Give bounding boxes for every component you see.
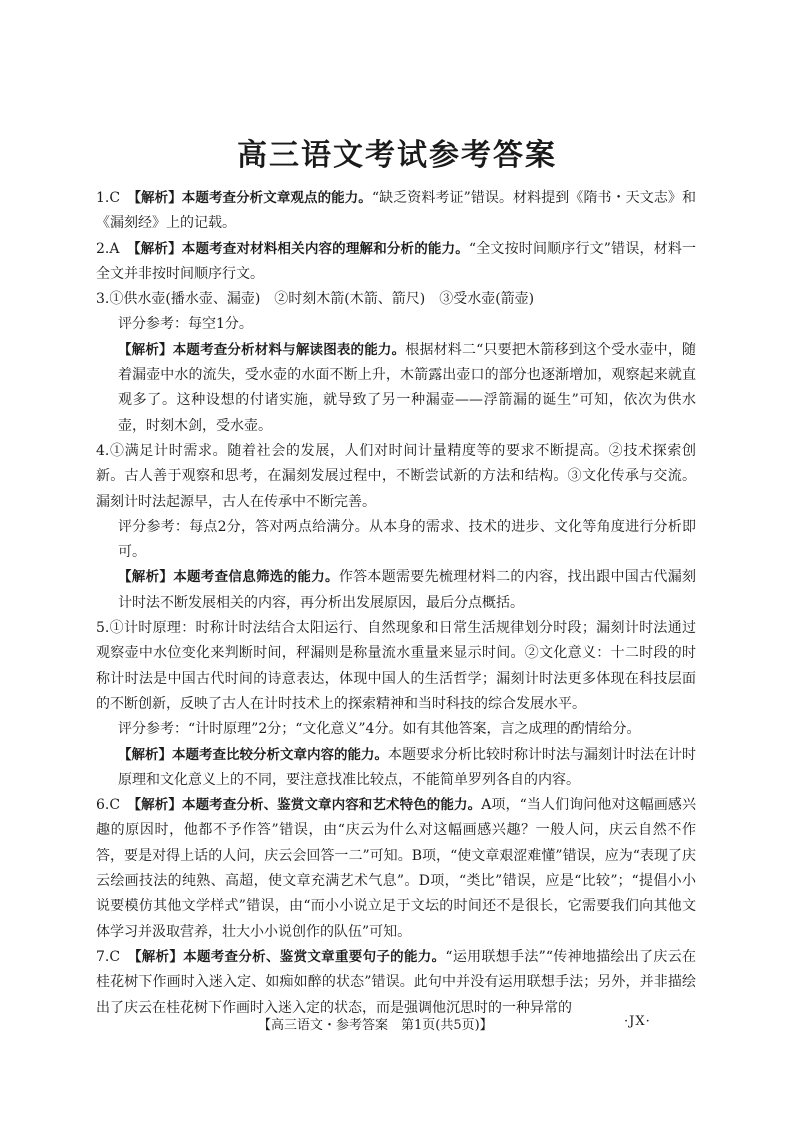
analysis-text: 根据材料二“只要把木箭移到这个受水壶中，随着漏壶中水的流失，受水壶的水面不断上升，木箭露出壶口的部分也逐渐增加，观察起来就直观多了。这种设想的付诸实施，就导致了另一种漏壶——浮箭漏的诞生”可知，依次为供水壶，时刻木剑，受水壶。 <box>118 341 697 434</box>
answer-item-5 <box>96 616 696 793</box>
analysis-lead: 本题考查对材料相关内容的理解和分析的能力。 <box>181 240 469 257</box>
analysis-tag: 【解析】 <box>134 797 182 814</box>
item-number: 6.C <box>96 797 121 814</box>
analysis-tag: 【解析】 <box>134 190 182 206</box>
answer-text: ①满足计时需求。随着社会的发展，人们对时间计量精度等的要求不断提高。②技术探索创新。古人善于观察和思考，在漏刻发展过程中，不断尝试新的方法和结构。③文化传承与交流。漏刻计时法起源早，古人在传承中不断完善。 <box>96 442 696 510</box>
item-number: 5. <box>96 620 110 637</box>
analysis-lead: 本题考查分析、鉴赏文章重要句子的能力。 <box>183 948 446 965</box>
page-title: 高三语文考试参考答案 <box>237 138 557 173</box>
answer-list <box>96 186 696 1021</box>
analysis-tag: 【解析】 <box>133 240 182 257</box>
answer-text: ①供水壶(播水壶、漏壶) ②时刻木箭(木箭、箭尺) ③受水壶(箭壶) <box>109 291 535 308</box>
analysis-tag: 【解析】 <box>118 569 174 586</box>
answer-item-2 <box>96 237 696 288</box>
analysis-text: 本题要求分析比较时称计时法与漏刻计时法在计时原理和文化意义上的不同，要注意找准比较点，不能简单罗列各自的内容。 <box>118 746 696 788</box>
score-note: 评分参考：每空1分。 <box>118 316 253 333</box>
footer-mark: ·JX· <box>624 1014 651 1029</box>
analysis-lead: 本题考查信息筛选的能力。 <box>173 569 339 586</box>
item-number: 1.C <box>96 190 121 206</box>
analysis-tag: 【解析】 <box>118 341 173 358</box>
answer-text: ①计时原理：时称计时法结合太阳运行、自然现象和日常生活规律划分时段；漏刻计时法通过观察壶中水位变化来判断时间，秤漏则是称量流水重量来显示时间。②文化意义：十二时段的时称计时法是中国古代时间的诗意表达，体现中国人的生活哲学；漏刻计时法更多体现在科技层面的不断创新，反映了古人在计时技术上的探索精神和当时科技的综合发展水平。 <box>96 620 696 712</box>
answer-item-4 <box>96 439 696 616</box>
analysis-text: “运用联想手法”“传神地描绘出了庆云在桂花树下作画时入迷入定、如痴如醉的状态”错误。此句中并没有运用联想手法；另外，并非描绘出了庆云在桂花树下作画时入迷入定的状态，而是强调他沉思时的一种异常的 <box>96 948 697 1016</box>
analysis-lead: 本题考查分析文章观点的能力。 <box>181 190 372 206</box>
answer-item-7 <box>96 945 696 1021</box>
answer-item-1 <box>96 186 696 237</box>
analysis-lead: 本题考查分析、鉴赏文章内容和艺术特色的能力。 <box>181 797 482 814</box>
analysis-text: “全文按时间顺序行文”错误，材料一全文并非按时间顺序行文。 <box>96 240 697 282</box>
item-number: 3. <box>96 291 110 308</box>
analysis-text: 作答本题需要先梳理材料二的内容，找出跟中国古代漏刻计时法不断发展相关的内容，再分析出发展原因，最后分点概括。 <box>118 569 697 611</box>
answer-item-6 <box>96 793 696 945</box>
analysis-lead: 本题考查分析材料与解读图表的能力。 <box>172 341 406 358</box>
item-number: 2.A <box>96 240 120 257</box>
score-note: 评分参考：每点2分，答对两点给满分。从本身的需求、技术的进步、文化等角度进行分析即可。 <box>118 518 696 561</box>
footer-page-info: 【高三语文・参考答案 第1页(共5页)】 <box>258 1018 493 1033</box>
analysis-text: A项，“当人们询问他对这幅画感兴趣的原因时，他都不予作答”错误，由“庆云为什么对这幅画感兴趣？一般人问，庆云自然不作答，要是对得上话的人问，庆云会回答一二”可知。B项，“使文章艰涩难懂”错误，应为“表现了庆云绘画技法的纯熟、高超，使文章充满艺术气息”。D项，“类比”错误，应是“比较”；“提倡小小说要模仿其他文学样式”错误，由“而小小说立足于文坛的时间还不是很长，它需要我们向其他文体学习并汲取营养，壮大小小说创作的队伍”可知。 <box>96 797 697 940</box>
answer-item-3 <box>96 287 696 439</box>
item-number: 4. <box>96 442 110 459</box>
item-number: 7.C <box>96 948 121 965</box>
analysis-lead: 本题考查比较分析文章内容的能力。 <box>172 746 388 763</box>
score-note: 评分参考：“计时原理”2分；“文化意义”4分。如有其他答案，言之成理的酌情给分。 <box>118 721 641 738</box>
analysis-tag: 【解析】 <box>134 948 184 965</box>
analysis-text: “缺乏资料考证”错误。材料提到《隋书・天文志》和《漏刻经》上的记载。 <box>96 190 696 232</box>
analysis-tag: 【解析】 <box>118 746 172 763</box>
